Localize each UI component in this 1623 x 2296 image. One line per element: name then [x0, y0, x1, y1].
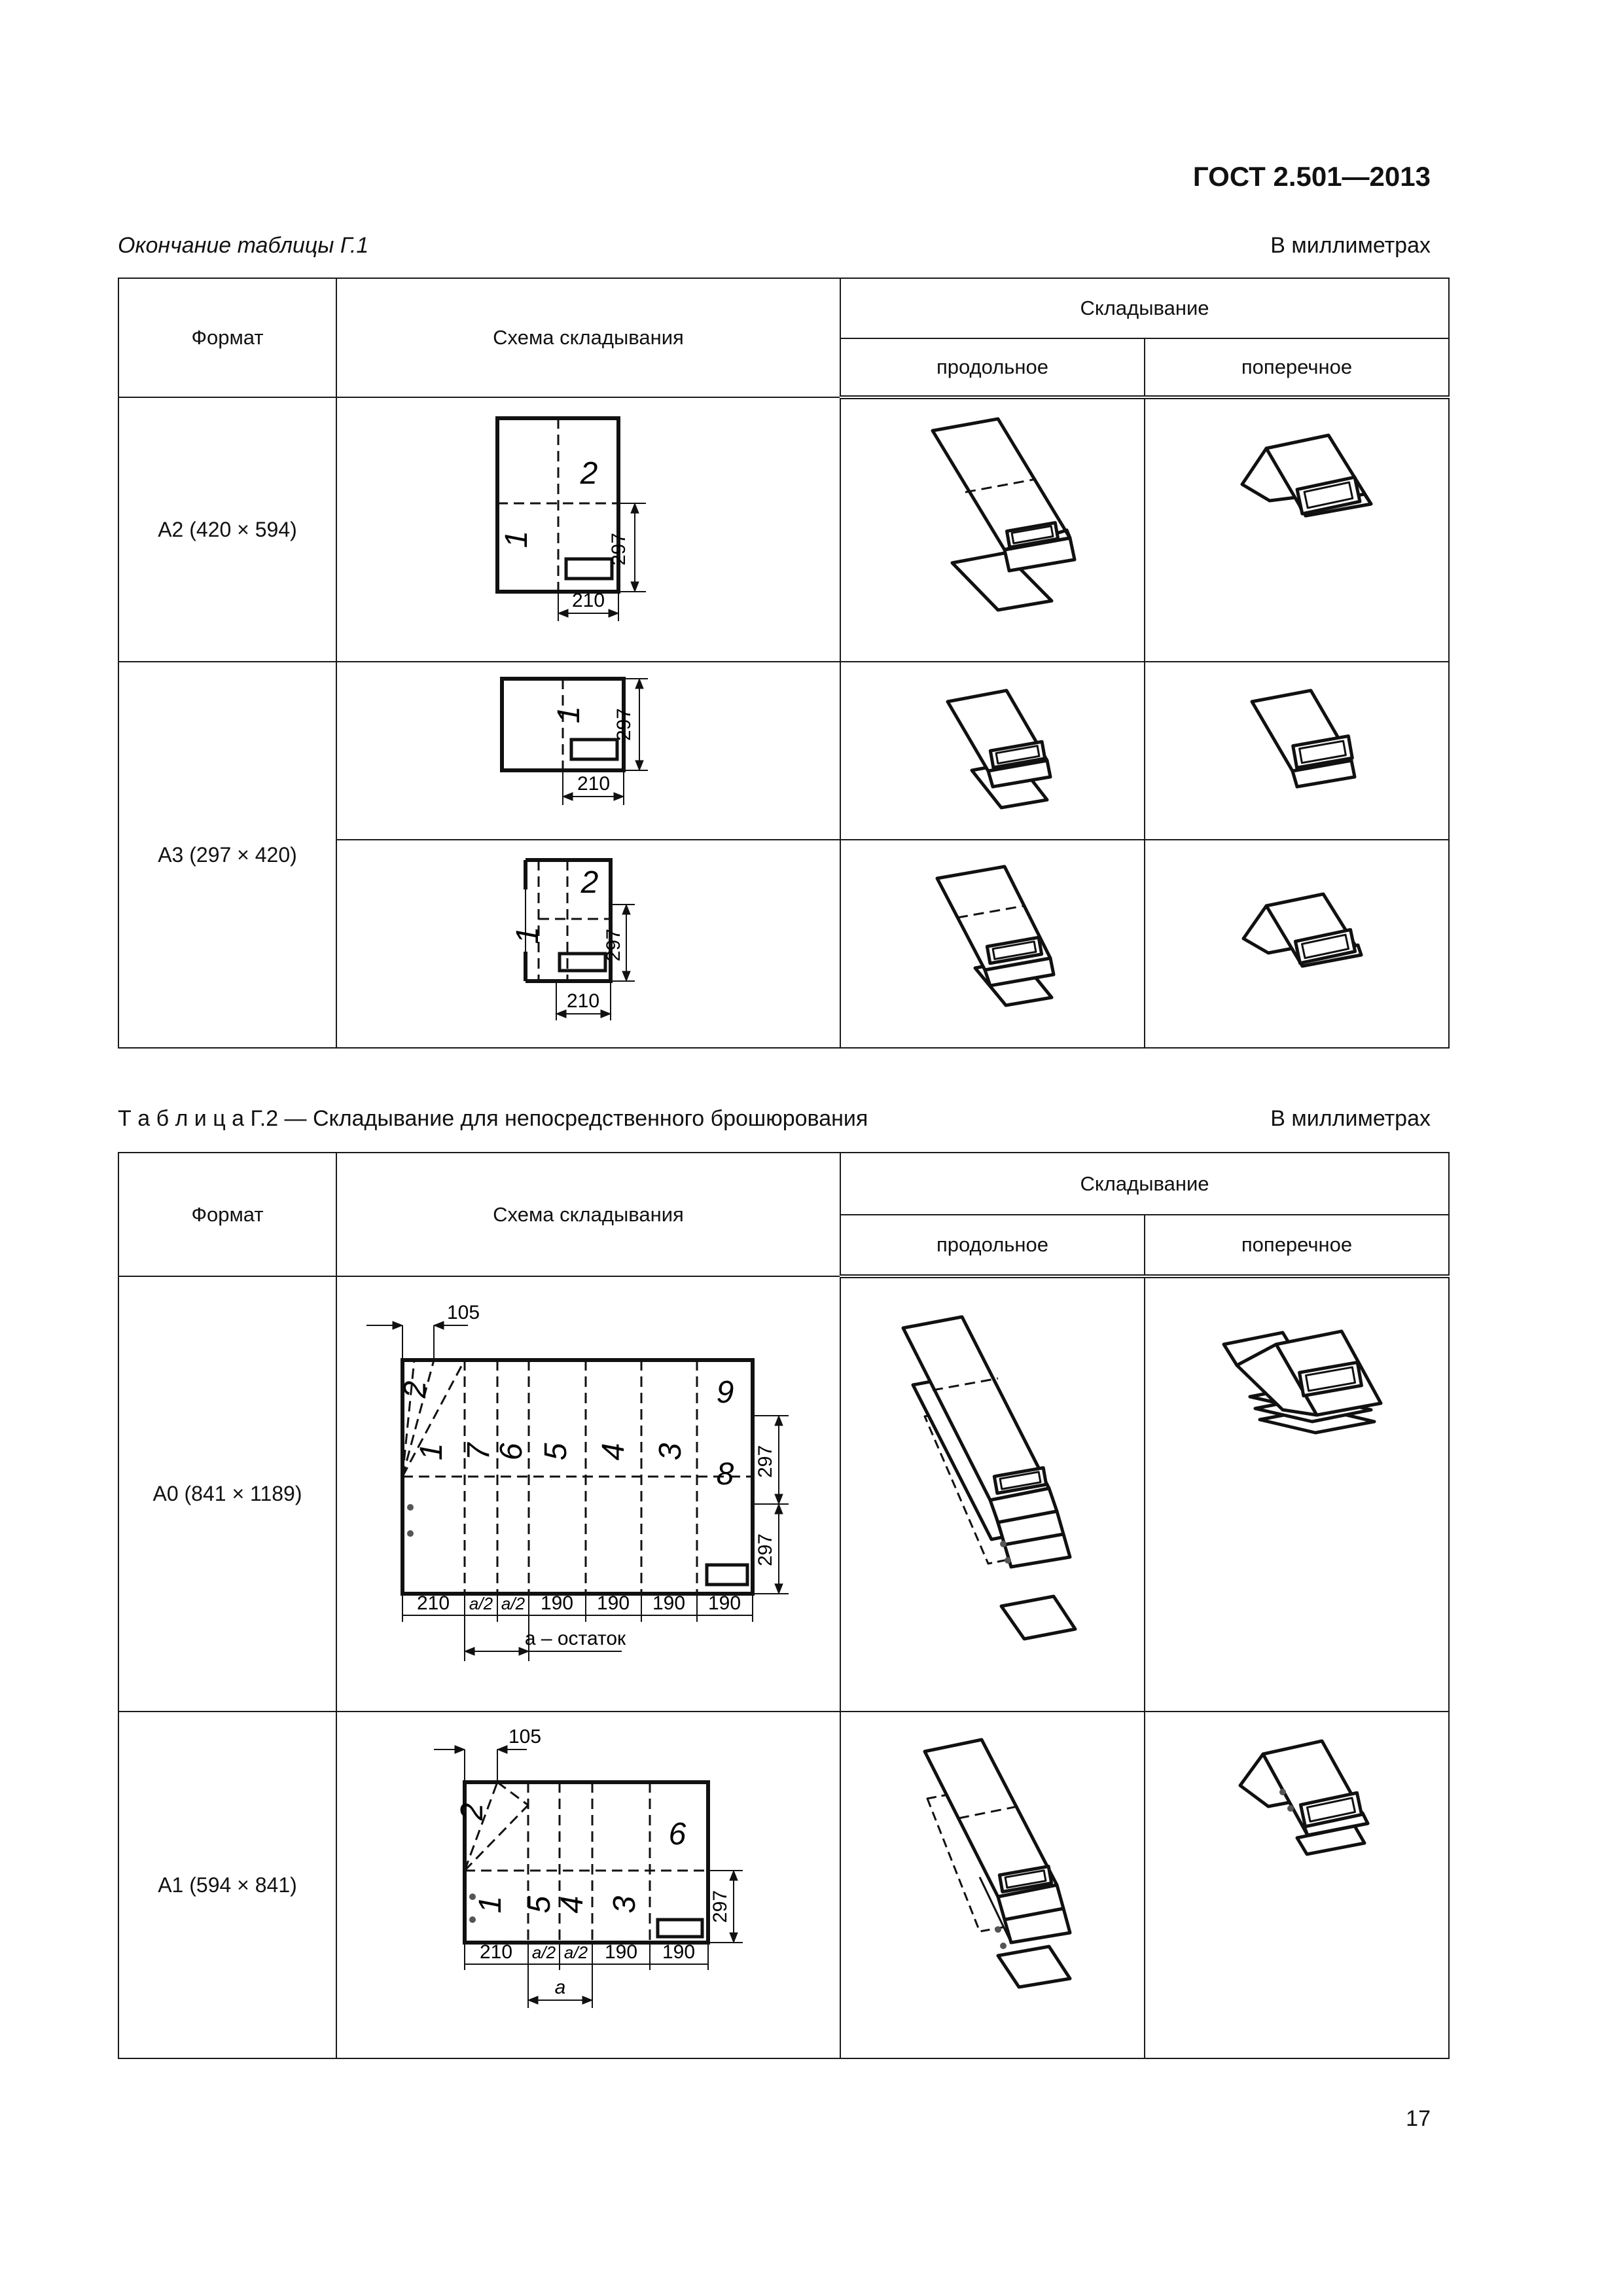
col-scheme-header: Схема складывания	[336, 1153, 840, 1276]
folded-transverse-a2-icon	[1145, 399, 1450, 661]
panel-number: 5	[539, 1443, 573, 1460]
dim-bottom: a/2	[563, 1942, 588, 1962]
folded-longitudinal-a2-icon	[841, 399, 1145, 661]
dim-bottom: 210	[416, 1592, 450, 1614]
transverse-a0	[1145, 1276, 1449, 1712]
folded-longitudinal-a3-v2-icon	[841, 840, 1145, 1047]
panel-number: 1	[473, 1895, 508, 1913]
panel-number: 2	[455, 1803, 490, 1820]
format-a0: А0 (841 × 1189)	[118, 1276, 336, 1712]
fold-scheme-a3-v2-diagram	[337, 840, 841, 1047]
dim-bottom: 190	[596, 1592, 630, 1614]
dim-height: 297	[613, 708, 635, 742]
scheme-a2	[336, 397, 840, 662]
dim-bottom: 190	[652, 1592, 686, 1614]
col-format-header: Формат	[118, 278, 336, 397]
dim-top: 105	[508, 1725, 542, 1748]
transverse-a1	[1145, 1712, 1449, 2058]
panel-number: 9	[716, 1374, 734, 1410]
transverse-a3-v1	[1145, 662, 1449, 840]
folded-longitudinal-a0-icon	[841, 1279, 1145, 1711]
dim-top: 105	[447, 1301, 480, 1323]
dim-bottom: 190	[662, 1941, 696, 1963]
col-format-header: Формат	[118, 1153, 336, 1276]
dim-bottom: a/2	[531, 1942, 556, 1962]
dim-remainder: a – остаток	[524, 1627, 626, 1649]
standard-header: ГОСТ 2.501—2013	[1192, 161, 1431, 192]
col-transverse-header: поперечное	[1145, 338, 1449, 397]
table-row	[118, 397, 1449, 662]
panel-number: 2	[580, 456, 598, 491]
table-g2	[118, 1152, 1450, 2059]
format-a2: А2 (420 × 594)	[118, 397, 336, 662]
longitudinal-a0	[840, 1276, 1145, 1712]
fold-scheme-a2-diagram	[337, 399, 841, 660]
col-transverse-header: поперечное	[1145, 1215, 1449, 1276]
table-row	[118, 1276, 1449, 1712]
panel-number: 7	[461, 1443, 496, 1460]
dim-bottom: 190	[707, 1592, 741, 1614]
dim-bottom: 210	[479, 1941, 513, 1963]
col-longitudinal-header: продольное	[840, 338, 1145, 397]
panel-number: 5	[522, 1895, 557, 1913]
col-scheme-header: Схема складывания	[336, 278, 840, 397]
scheme-a1	[336, 1712, 840, 2058]
dim-width: 210	[577, 773, 611, 795]
format-a1: А1 (594 × 841)	[118, 1712, 336, 2058]
panel-number: 1	[552, 706, 586, 724]
panel-number: 4	[555, 1895, 590, 1913]
table-g1	[118, 278, 1450, 1049]
panel-number: 3	[653, 1443, 688, 1460]
longitudinal-a3-v1	[840, 662, 1145, 840]
dim-height: 297	[603, 928, 624, 962]
dim-width: 210	[566, 990, 600, 1012]
longitudinal-a3-v2	[840, 840, 1145, 1048]
panel-number: 2	[398, 1380, 433, 1398]
longitudinal-a2	[840, 397, 1145, 662]
table-row	[118, 1712, 1449, 2058]
panel-number: 1	[414, 1443, 449, 1460]
dim-side: 297	[755, 1533, 776, 1566]
fold-scheme-a1-diagram	[337, 1713, 841, 2057]
dim-height: 297	[608, 532, 630, 566]
scheme-a0	[336, 1276, 840, 1712]
format-a3: А3 (297 × 420)	[118, 662, 336, 1048]
folded-longitudinal-a3-v1-icon	[841, 662, 1145, 839]
panel-number: 6	[494, 1443, 529, 1460]
folded-transverse-a1-icon	[1145, 1713, 1450, 2057]
page-number: 17	[1406, 2106, 1431, 2131]
table1-units: В миллиметрах	[1270, 233, 1431, 258]
panel-number: 2	[580, 865, 599, 900]
folded-transverse-a3-v2-icon	[1145, 840, 1450, 1047]
folded-transverse-a0-icon	[1145, 1279, 1450, 1711]
panel-number: 6	[668, 1816, 687, 1852]
dim-bottom: 190	[540, 1592, 574, 1614]
dim-side: 297	[755, 1444, 776, 1478]
panel-number: 3	[607, 1895, 642, 1913]
panel-number: 1	[499, 530, 534, 548]
scheme-a3-v2	[336, 840, 840, 1048]
dim-width: 210	[571, 590, 605, 611]
transverse-a3-v2	[1145, 840, 1449, 1048]
col-folding-header: Складывание	[840, 278, 1449, 338]
folded-longitudinal-a1-icon	[841, 1713, 1145, 2057]
panel-number: 1	[510, 926, 545, 944]
longitudinal-a1	[840, 1712, 1145, 2058]
dim-bottom: a/2	[469, 1593, 493, 1613]
table2-units: В миллиметрах	[1270, 1106, 1431, 1131]
scheme-a3-v1	[336, 662, 840, 840]
col-longitudinal-header: продольное	[840, 1215, 1145, 1276]
table1-caption: Окончание таблицы Г.1	[118, 233, 369, 258]
transverse-a2	[1145, 397, 1449, 662]
table2-caption: Т а б л и ц а Г.2 — Складывание для непосредственного брошюрования	[118, 1106, 868, 1131]
fold-scheme-a3-v1-diagram	[337, 662, 841, 839]
col-folding-header: Складывание	[840, 1153, 1449, 1215]
panel-number: 4	[596, 1443, 631, 1460]
fold-scheme-a0-diagram	[337, 1278, 841, 1710]
dim-side: 297	[709, 1890, 731, 1923]
dim-remainder: a	[554, 1976, 566, 1998]
dim-bottom: a/2	[501, 1593, 526, 1613]
folded-transverse-a3-v1-icon	[1145, 662, 1450, 839]
table-row	[118, 662, 1449, 840]
panel-number: 8	[716, 1456, 734, 1492]
dim-bottom: 190	[604, 1941, 638, 1963]
